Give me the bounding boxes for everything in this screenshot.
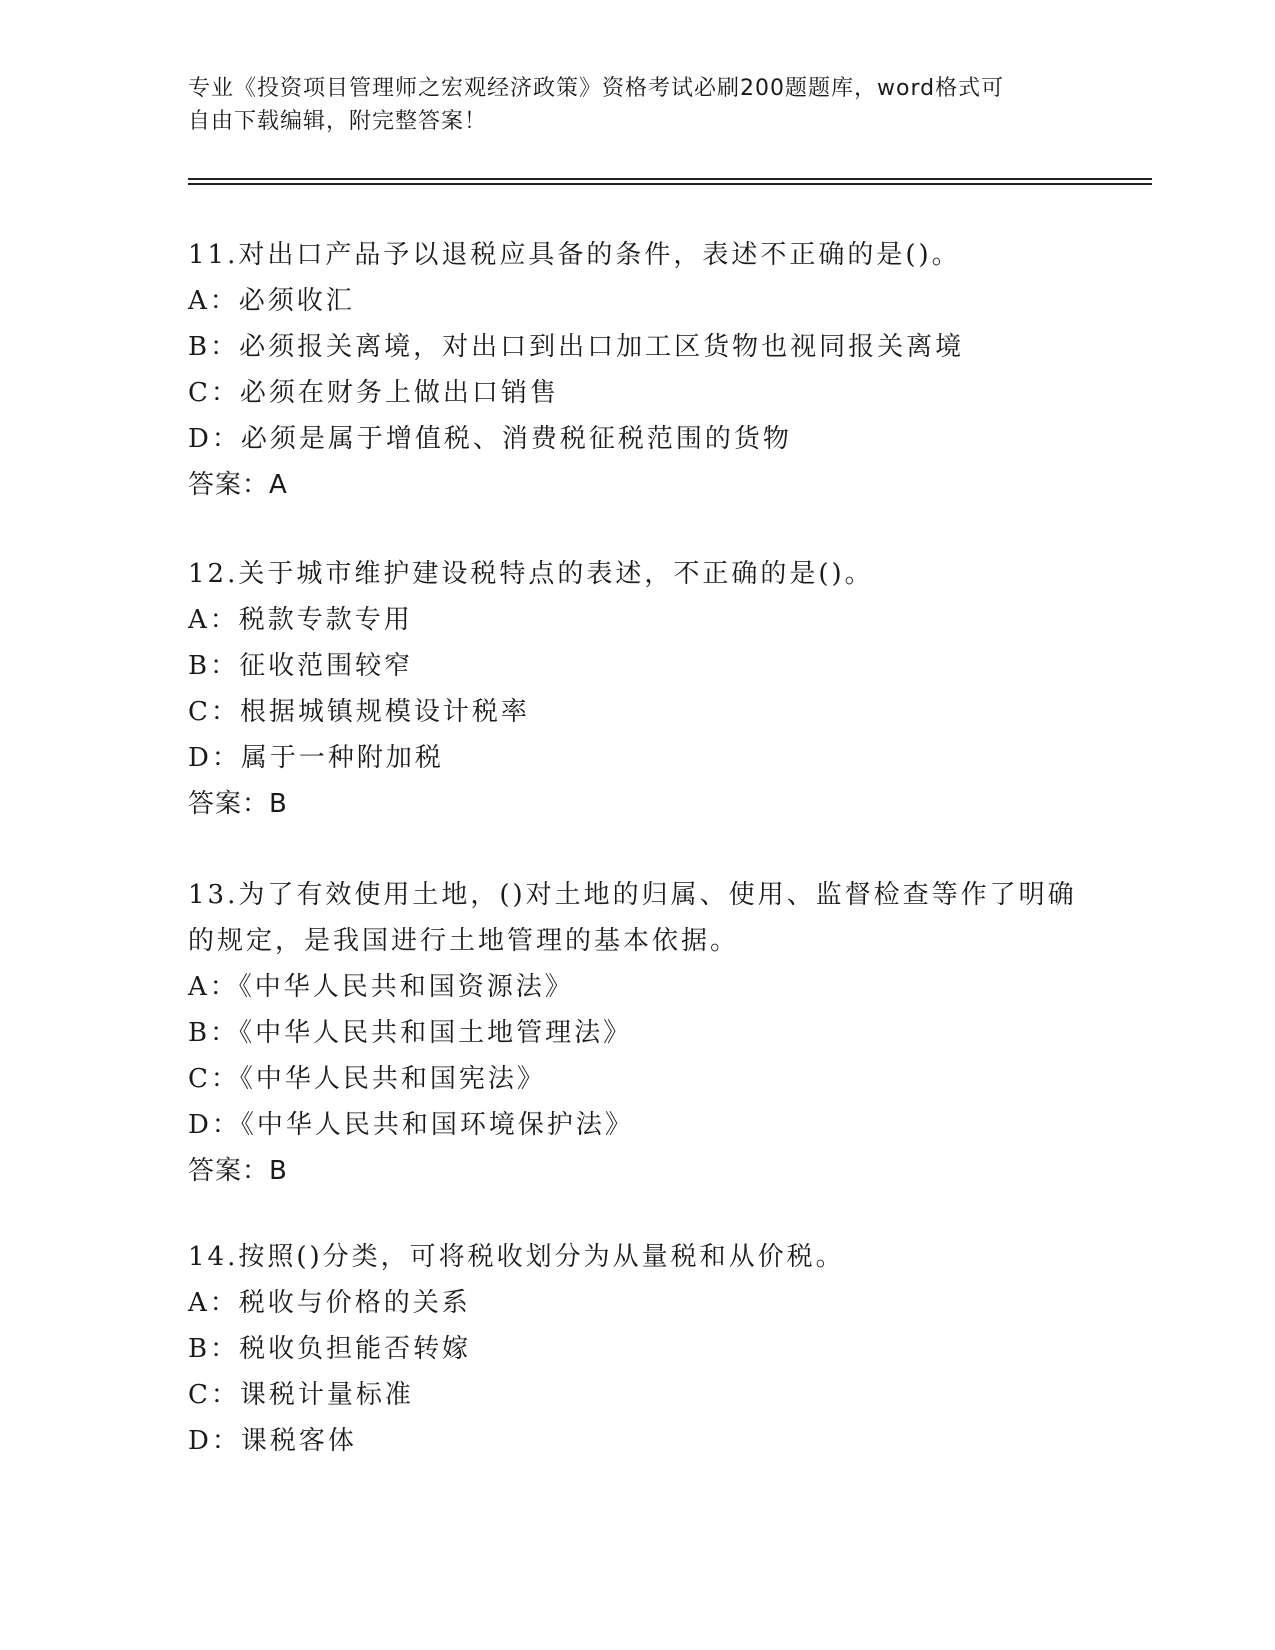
option-b: B：必须报关离境，对出口到出口加工区货物也视同报关离境 <box>188 332 965 362</box>
question-stem-line-1: 13.为了有效使用土地，()对土地的归属、使用、监督检查等作了明确 <box>188 880 1077 910</box>
answer-label: 答案： <box>188 1156 270 1186</box>
header-line-1: 专业《投资项目管理师之宏观经济政策》资格考试必刷200题题库，word格式可 <box>188 76 1005 101</box>
header-line-2: 自由下载编辑，附完整答案！ <box>188 109 488 134</box>
option-c: C：《中华人民共和国宪法》 <box>188 1064 546 1094</box>
question-12 <box>188 552 1088 827</box>
option-d: D：属于一种附加税 <box>188 743 444 773</box>
question-stem-line-2: 的规定，是我国进行土地管理的基本依据。 <box>188 926 740 956</box>
option-c: C：课税计量标准 <box>188 1380 414 1410</box>
question-stem: 14.按照()分类，可将税收划分为从量税和从价税。 <box>188 1242 845 1272</box>
header-divider-bottom <box>188 183 1152 185</box>
option-a: A：《中华人民共和国资源法》 <box>188 972 574 1002</box>
answer-value: B <box>269 1156 288 1186</box>
option-a: A：税收与价格的关系 <box>188 1288 471 1318</box>
option-d: D：课税客体 <box>188 1426 357 1456</box>
option-a: A：税款专款专用 <box>188 605 413 635</box>
option-b: B：征收范围较窄 <box>188 651 414 681</box>
option-d: D：《中华人民共和国环境保护法》 <box>188 1110 634 1140</box>
answer-line <box>188 781 1088 827</box>
question-14 <box>188 1235 1088 1464</box>
answer-label: 答案： <box>188 789 270 819</box>
answer-label: 答案： <box>188 470 270 500</box>
question-11 <box>188 233 1088 508</box>
option-b: B：《中华人民共和国土地管理法》 <box>188 1018 633 1048</box>
document-header <box>188 72 1068 138</box>
option-d: D：必须是属于增值税、消费税征税范围的货物 <box>188 424 792 454</box>
option-c: C：必须在财务上做出口销售 <box>188 378 559 408</box>
question-stem: 12.关于城市维护建设税特点的表述，不正确的是()。 <box>188 559 874 589</box>
question-stem: 11.对出口产品予以退税应具备的条件，表述不正确的是()。 <box>188 240 961 270</box>
answer-line <box>188 462 1088 508</box>
answer-value: B <box>269 789 288 819</box>
answer-line <box>188 1148 1088 1194</box>
header-divider-top <box>188 178 1152 180</box>
answer-value: A <box>269 470 288 500</box>
option-a: A：必须收汇 <box>188 286 355 316</box>
option-b: B：税收负担能否转嫁 <box>188 1334 472 1364</box>
option-c: C：根据城镇规模设计税率 <box>188 697 530 727</box>
question-13 <box>188 872 1088 1194</box>
